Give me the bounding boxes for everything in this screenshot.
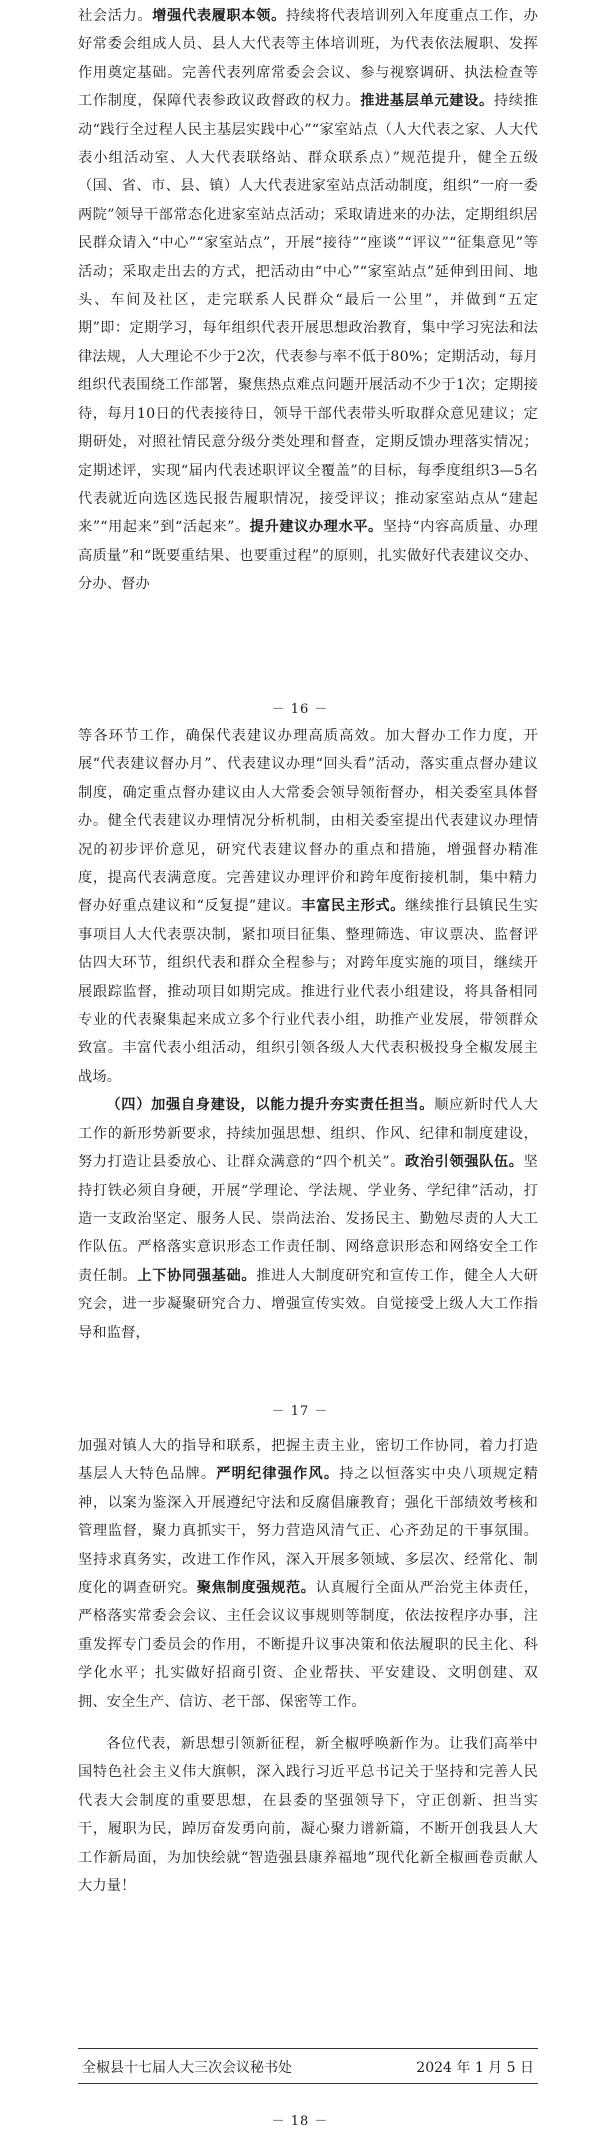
issue-date: 2024 年 1 月 5 日 bbox=[416, 2060, 534, 2076]
paragraph bbox=[78, 2, 538, 599]
section-heading: （四）加强自身建设，以能力提升夯实责任担当。 bbox=[106, 1097, 435, 1114]
text-run: 推进人大制度研究和宣传工作，健全人大研究会，进一步凝聚研究合力、增强宣传实效。自觉接受上级人大工作指导和监督， bbox=[78, 1267, 538, 1341]
text-run: 顺应新时代人大工作的新形势新要求，持续加强思想、组织、作风、纪律和制度建设，努力打造让县委放心、让群众满意的“四个机关”。 bbox=[78, 1097, 538, 1171]
bold-run: 提升建议办理水平。 bbox=[249, 519, 383, 536]
bold-run: 推进基层单元建设。 bbox=[360, 93, 494, 110]
page-18-body bbox=[78, 1432, 538, 1992]
page-number-16: － 16 － bbox=[271, 702, 329, 717]
bold-run: 政治引领强队伍。 bbox=[405, 1154, 524, 1171]
text-run: 坚持打铁必须自身硬，开展“学理论、学法规、学业务、学纪律”活动，打造一支政治坚定、服务人民、崇尚法治、发扬民主、勤勉尽责的人大工作队伍。严格落实意识形态工作责任制、网络意识形态和网络安全工作责任制。 bbox=[78, 1154, 538, 1284]
document-footer bbox=[78, 2048, 538, 2084]
page-number-18: － 18 － bbox=[271, 2114, 329, 2129]
page-17-body bbox=[78, 722, 538, 1341]
page-16-body bbox=[78, 2, 538, 622]
paragraph bbox=[78, 722, 538, 1091]
text-run: 加强对镇人大的指导和联系，把握主责主业，密切工作协同，着力打造基层人大特色品牌。 bbox=[78, 1438, 538, 1483]
text-run: 认真履行全面从严治党主体责任，严格落实常委会会议、主任会议议事规则等制度，依法按程序办事，注重发挥专门委员会的作用，不断提升议事决策和依法履职的民主化、科学化水平；扎实做好招商引资、企业帮扶、平安建设、文明创建、双拥、安全生产、信访、老干部、保密等工作。 bbox=[78, 1580, 538, 1710]
text-run: 坚持“内容高质量、办理高质量”和“既要重结果、也要重过程”的原则，扎实做好代表建议交办、分办、督办 bbox=[78, 519, 538, 593]
text-run: 持续将代表培训列入年度重点工作，办好常委会组成人员、县人大代表等主体培训班，为代表依法履职、发挥作用奠定基础。完善代表列席常委会会议、参与视察调研、执法检查等工作制度，保障代表参政议政督政的权力。 bbox=[78, 8, 538, 110]
page-number-17: － 17 － bbox=[271, 1404, 329, 1419]
closing-paragraph: 各位代表，新思想引领新征程，新全椒呼唤新作为。让我们高举中国特色社会主义伟大旗帜，深入践行习近平总书记关于坚持和完善人民代表大会制度的重要思想，在县委的坚强领导下，守正创新、担当实干，履职为民，踔厉奋发勇向前，凝心聚力谱新篇，不断开创我县人大工作新局面，为加快绘就“智造强县康养福地”现代化新全椒画卷贡献人大力量！ bbox=[78, 1736, 538, 1895]
paragraph bbox=[78, 1091, 538, 1347]
bold-run: 丰富民主形式。 bbox=[301, 898, 406, 915]
bold-run: 聚焦制度强规范。 bbox=[196, 1580, 316, 1597]
text-run: 持之以恒落实中央八项规定精神，以案为鉴深入开展遵纪守法和反腐倡廉教育；强化干部绩效考核和管理监督，聚力真抓实干，努力营造风清气正、心齐劲足的干事氛围。坚持求真务实，改进工作作风，深入开展多领域、多层次、经常化、制度化的调查研究。 bbox=[78, 1466, 538, 1597]
bold-run: 上下协同强基础。 bbox=[137, 1267, 257, 1284]
text-run: 等各环节工作，确保代表建议办理高质高效。加大督办工作力度，开展“代表建议督办月”、代表建议办理“回头看”活动，落实重点督办建议制度，确定重点督办建议由人大常委会领导领衔督办，相关委室具体督办。健全代表建议办理情况分析机制，由相关委室提出代表建议办理情况的初步评价意见，研究代表建议督办的重点和措施，增强督办精准度，提高代表满意度。完善建议办理评价和跨年度衔接机制，集中精力督办好重点建议和“反复提”建议。 bbox=[78, 728, 538, 915]
paragraph bbox=[78, 1432, 538, 1716]
text-run: 继续推行县镇民生实事项目人大代表票决制，紧扣项目征集、整理筛选、审议票决、监督评估四大环节，组织代表和群众全程参与；对跨年度实施的项目，继续开展跟踪监督，推动项目如期完成。推进行业代表小组建设，将具备相同专业的代表聚集起来成立多个行业代表小组，助推产业发展，带领群众致富。丰富代表小组活动，组织引领各级人大代表积极投身全椒发展主战场。 bbox=[78, 898, 538, 1085]
bold-run: 严明纪律强作风。 bbox=[216, 1466, 340, 1483]
text-run: 社会活力。 bbox=[78, 8, 153, 24]
issuer: 全椒县十七届人大三次会议秘书处 bbox=[82, 2060, 292, 2076]
bold-run: 增强代表履职本领。 bbox=[152, 8, 286, 24]
text-run: 持续推动“践行全过程人民主基层实践中心”“家室站点（人大代表之家、人大代表小组活动室、人大代表联络站、群众联系点）”规范提升，健全五级（国、省、市、县、镇）人大代表进家室站点活动制度，组织“一府一委两院”领导干部常态化进家室站点活动；采取请进来的办法，定期组织居民群众请入“中心”“家室站点”，开展“接待”“座谈”“评议”“征集意见”等活动；采取走出去的方式，把活动由“中心”“家室站点”延伸到田间、地头、车间及社区，走完联系人民群众“最后一公里”，并做到“五定期”即：定期学习，每年组织代表开展思想政治教育，集中学习宪法和法律法规，人大理论不少于2次，代表参与率不低于80%；定期活动，每月组织代表围绕工作部署，聚焦热点难点问题开展活动不少于1次；定期接待，每月10日的代表接待日，领导干部代表带头听取群众意见建议；定期研处，对照社情民意分级分类处理和督查，定期反馈办理落实情况；定期述评，实现“届内代表述职评议全覆盖”的目标，每季度组织3—5名代表就近向选区选民报告履职情况，接受评议；推动家室站点从“建起来”“用起来”到“活起来”。 bbox=[78, 93, 538, 536]
